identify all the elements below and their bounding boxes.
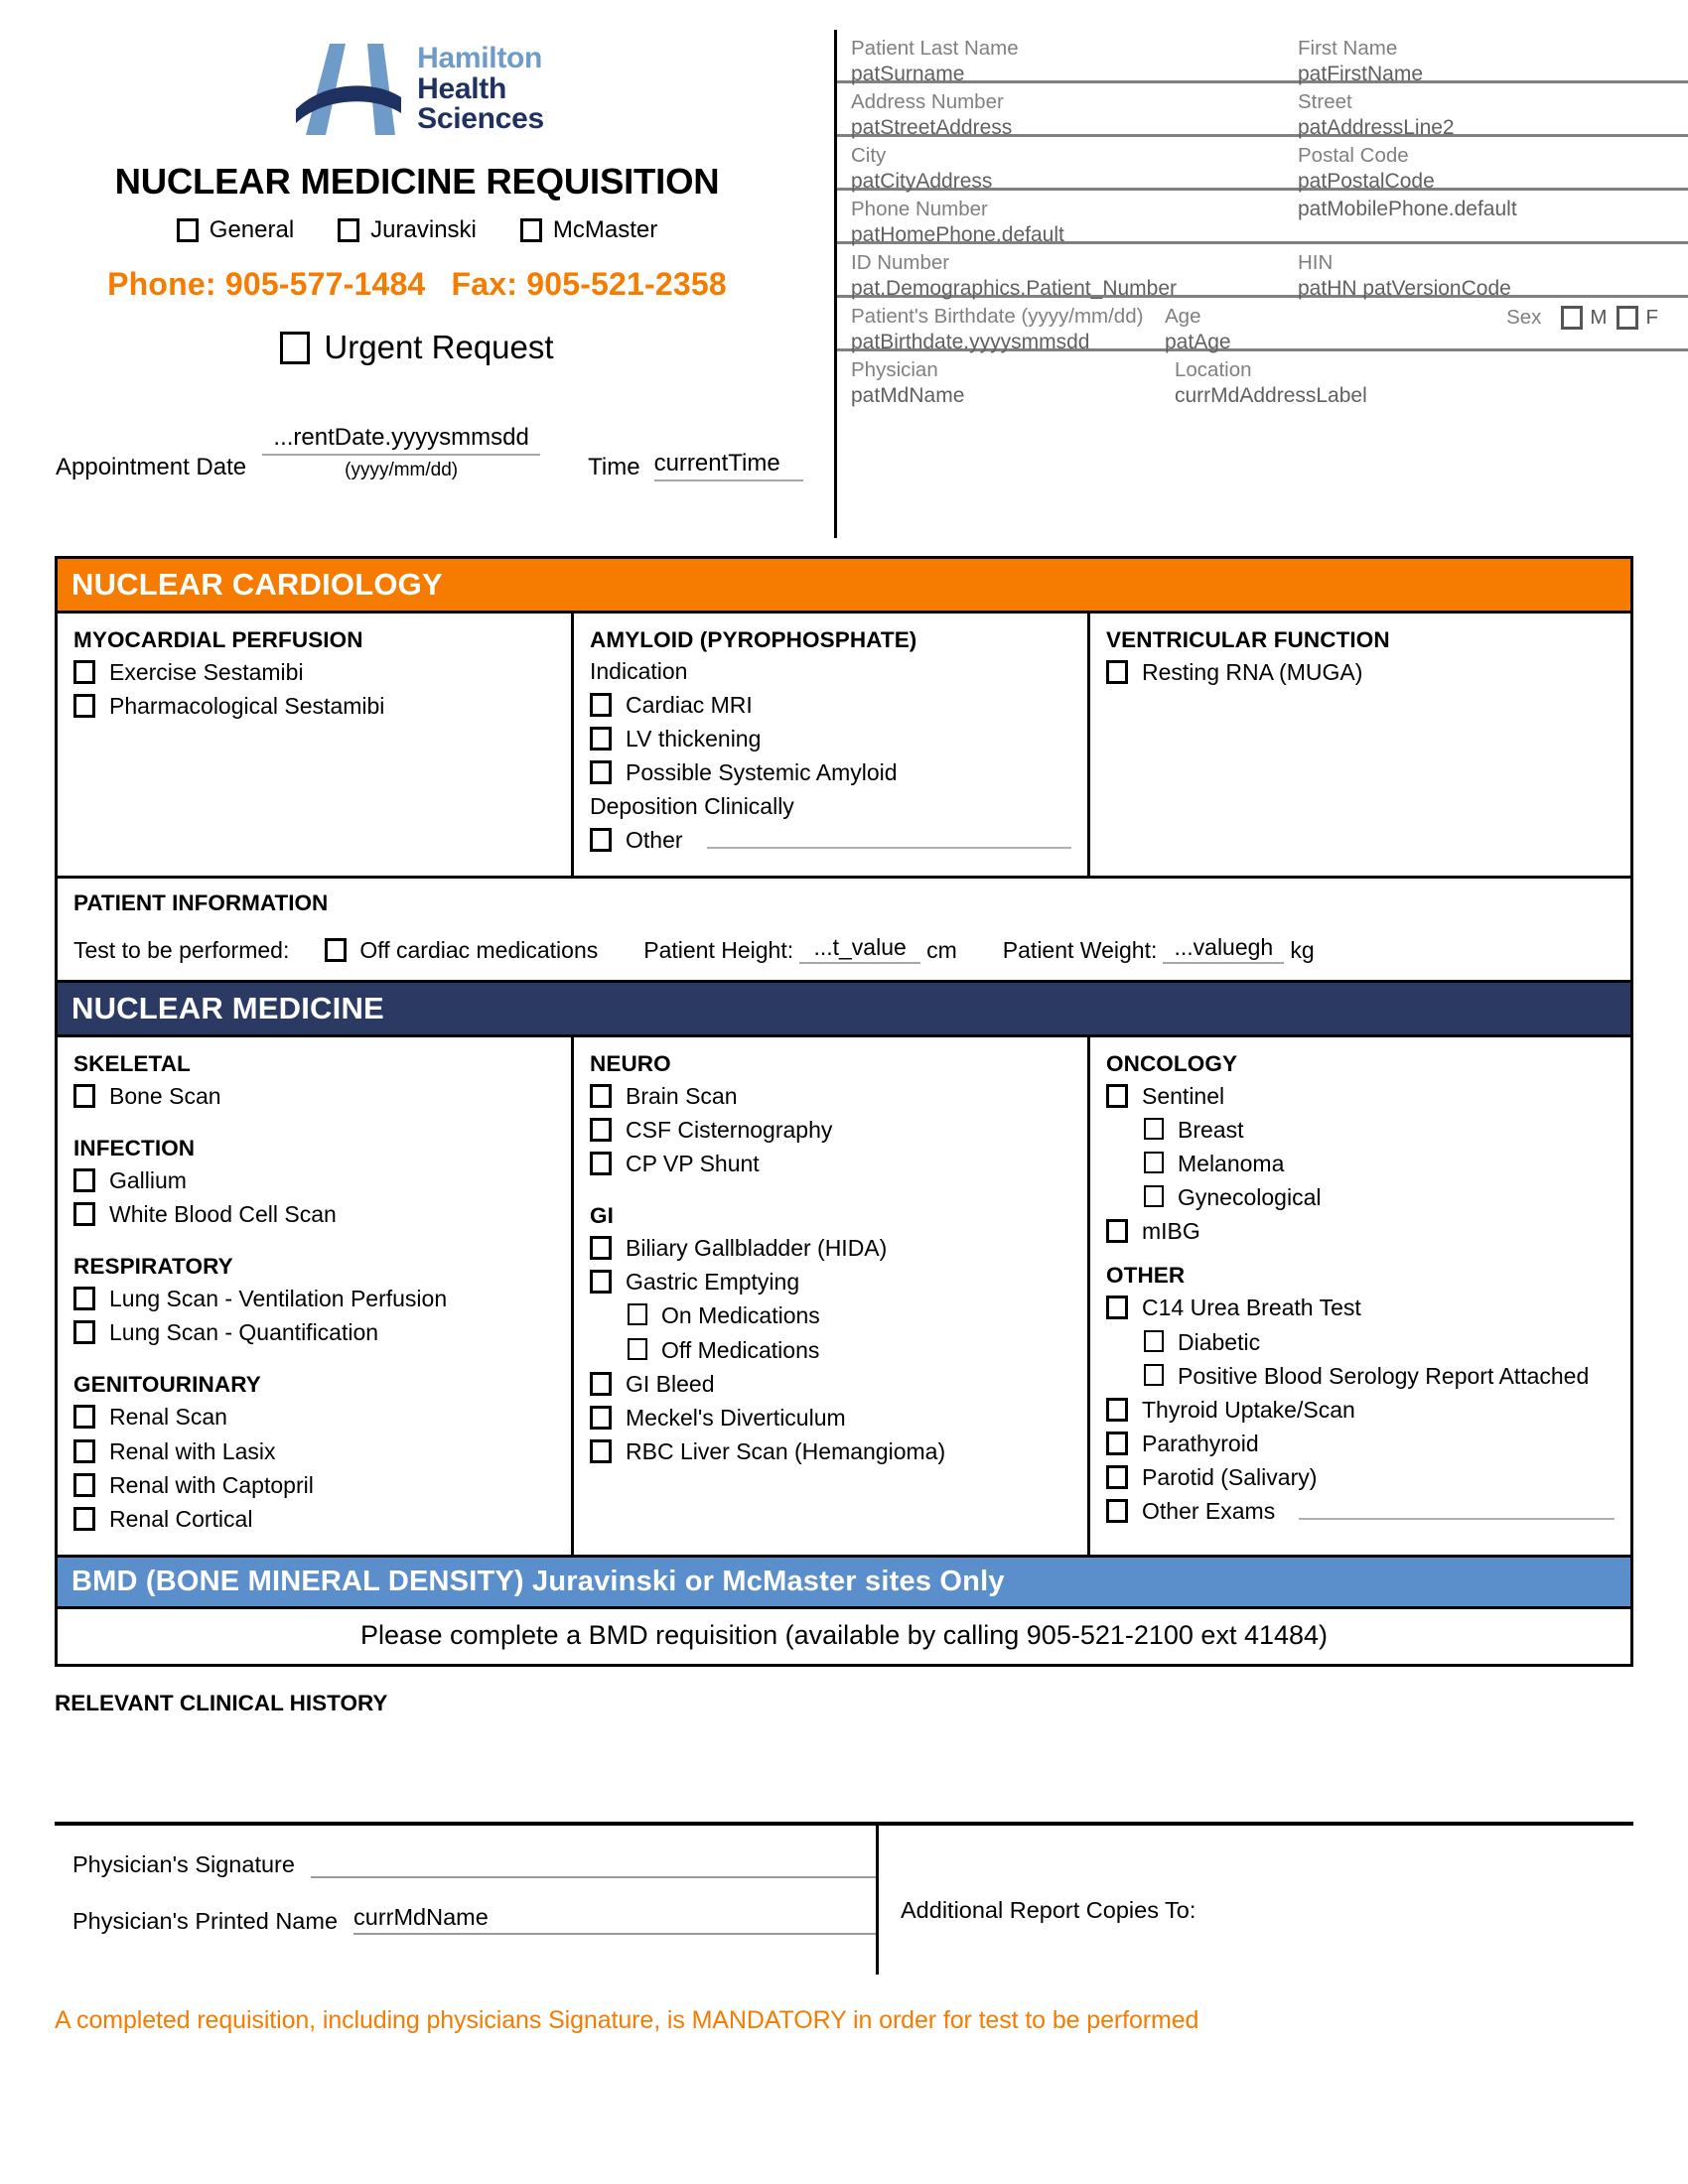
checkbox-white-blood-cell-scan[interactable]: [73, 1202, 95, 1226]
category-amyloid: AMYLOID (PYROPHOSPHATE): [590, 627, 917, 652]
label-patient-weight: Patient Weight:: [1002, 936, 1158, 963]
checkbox-urgent-request[interactable]: [280, 332, 310, 364]
site-option-mcmaster[interactable]: [520, 216, 657, 244]
label-pharmacological-sestamibi: Pharmacological Sestamibi: [109, 693, 385, 720]
checkbox-sentinel-gynecological[interactable]: [1144, 1185, 1164, 1207]
location-group: [1175, 357, 1367, 409]
value-physician[interactable]: patMdName: [851, 383, 965, 407]
bmd-note: Please complete a BMD requisition (available by calling 905-521-2100 ext 41484): [359, 1619, 1329, 1650]
value-patient-first-name[interactable]: patFirstName: [1298, 62, 1424, 85]
value-hin[interactable]: patHN patVersionCode: [1298, 276, 1511, 300]
category-neuro: NEURO: [590, 1050, 671, 1076]
relevant-clinical-history-input[interactable]: [55, 1716, 1633, 1822]
option-lung-scan-ventilation-perfusion[interactable]: [73, 1285, 555, 1312]
appointment-date-group: [246, 424, 540, 481]
label-patient-last-name: Patient Last Name: [851, 37, 1019, 60]
contact-info: [0, 266, 834, 303]
checkbox-lung-scan-ventilation-perfusion[interactable]: [73, 1287, 95, 1310]
signature-left-block: [55, 1826, 879, 1975]
option-gi-bleed[interactable]: [590, 1370, 1071, 1398]
site-label-juravinski: Juravinski: [370, 216, 477, 243]
category-respiratory: RESPIRATORY: [73, 1254, 233, 1280]
checkbox-renal-scan[interactable]: [73, 1405, 95, 1429]
label-sentinel-breast: Breast: [1178, 1116, 1244, 1143]
option-parathyroid[interactable]: [1106, 1430, 1615, 1457]
checkbox-brain-scan[interactable]: [590, 1084, 612, 1108]
option-off-cardiac-medications[interactable]: [325, 937, 598, 964]
sex-option-male[interactable]: [1561, 306, 1607, 330]
option-renal-with-lasix[interactable]: [73, 1437, 555, 1465]
checkbox-resting-rna-muga[interactable]: [1106, 660, 1128, 684]
checkbox-sex-male[interactable]: [1561, 306, 1583, 330]
label-amyloid-other: Other: [626, 826, 683, 853]
nm-column-oncology-other: [1090, 1037, 1630, 1555]
option-renal-scan[interactable]: [73, 1403, 555, 1431]
input-other-exams[interactable]: [1299, 1518, 1615, 1520]
label-off-medications: Off Medications: [661, 1336, 820, 1363]
option-white-blood-cell-scan[interactable]: [73, 1200, 555, 1228]
appointment-time-input[interactable]: currentTime: [654, 450, 803, 481]
relevant-clinical-history-title: RELEVANT CLINICAL HISTORY: [55, 1690, 388, 1715]
site-option-general[interactable]: [177, 216, 294, 244]
category-ventricular-function: VENTRICULAR FUNCTION: [1106, 627, 1390, 652]
value-location[interactable]: currMdAddressLabel: [1175, 383, 1367, 407]
label-on-medications: On Medications: [661, 1302, 820, 1329]
unit-patient-height: cm: [926, 936, 957, 963]
label-id-number: ID Number: [851, 251, 950, 274]
option-lung-scan-quantification[interactable]: [73, 1318, 555, 1346]
nuclear-medicine-band: NUCLEAR MEDICINE: [58, 980, 1630, 1037]
label-patient-first-name: First Name: [1298, 37, 1398, 60]
label-renal-with-captopril: Renal with Captopril: [109, 1471, 314, 1498]
label-physician-signature: Physician's Signature: [72, 1850, 295, 1877]
org-name-line1: Hamilton: [417, 42, 543, 75]
label-c14-diabetic: Diabetic: [1178, 1328, 1261, 1355]
amyloid-column: [574, 614, 1090, 876]
age-group: [1165, 304, 1231, 355]
label-parotid-salivary: Parotid (Salivary): [1142, 1464, 1318, 1490]
label-white-blood-cell-scan: White Blood Cell Scan: [109, 1201, 337, 1227]
option-on-medications[interactable]: [590, 1301, 1071, 1329]
signature-section: [55, 1822, 1633, 1975]
label-gastric-emptying: Gastric Emptying: [626, 1269, 800, 1296]
category-oncology: ONCOLOGY: [1106, 1050, 1238, 1076]
option-rbc-liver-scan[interactable]: [590, 1437, 1071, 1465]
option-csf-cisternography[interactable]: [590, 1116, 1071, 1144]
checkbox-renal-cortical[interactable]: [73, 1507, 95, 1531]
amyloid-continuation-text: Deposition Clinically: [590, 792, 794, 819]
label-postal-code: Postal Code: [1298, 144, 1409, 167]
checkbox-mcmaster[interactable]: [520, 218, 542, 242]
bmd-band: BMD (BONE MINERAL DENSITY) Juravinski or McMaster sites Only: [58, 1555, 1630, 1609]
nuclear-medicine-columns: [58, 1037, 1630, 1555]
patient-information-row: [73, 934, 1615, 964]
value-mobile-phone[interactable]: patMobilePhone.default: [1298, 198, 1517, 220]
patient-information-title: PATIENT INFORMATION: [73, 889, 329, 915]
organization-wordmark: [417, 44, 544, 135]
input-physician-printed-name[interactable]: currMdName: [353, 1904, 876, 1935]
label-additional-report-copies: Additional Report Copies To:: [901, 1896, 1196, 1923]
ventricular-function-column: [1090, 614, 1630, 876]
option-gastric-emptying[interactable]: [590, 1268, 1071, 1296]
sex-label-male: M: [1590, 306, 1608, 329]
patient-height-group: [643, 934, 957, 964]
option-sentinel-breast[interactable]: [1106, 1116, 1615, 1144]
input-patient-weight[interactable]: ...valuegh: [1163, 934, 1284, 964]
patient-row-birthdate: [837, 298, 1688, 351]
checkbox-positive-blood-serology[interactable]: [1144, 1364, 1164, 1386]
label-test-to-be-performed: Test to be performed:: [73, 936, 290, 963]
label-birthdate: Patient's Birthdate (yyyy/mm/dd): [851, 305, 1144, 328]
option-sentinel-gynecological[interactable]: [1106, 1183, 1615, 1211]
category-infection: INFECTION: [73, 1135, 196, 1160]
label-rbc-liver-scan: RBC Liver Scan (Hemangioma): [626, 1437, 946, 1464]
checkbox-cp-vp-shunt[interactable]: [590, 1152, 612, 1175]
checkbox-sentinel[interactable]: [1106, 1084, 1128, 1108]
checkbox-csf-cisternography[interactable]: [590, 1118, 612, 1142]
checkbox-renal-with-captopril[interactable]: [73, 1473, 95, 1497]
site-option-juravinski[interactable]: [338, 216, 477, 244]
checkbox-rbc-liver-scan[interactable]: [590, 1439, 612, 1463]
label-brain-scan: Brain Scan: [626, 1082, 738, 1109]
sex-label-female: F: [1645, 306, 1658, 329]
option-cp-vp-shunt[interactable]: [590, 1150, 1071, 1177]
category-other: OTHER: [1106, 1263, 1186, 1289]
checkbox-mibg[interactable]: [1106, 1219, 1128, 1243]
patient-information-section: [58, 876, 1630, 980]
option-bone-scan[interactable]: [73, 1082, 555, 1110]
patient-weight-group: [1003, 934, 1315, 964]
label-age: Age: [1165, 305, 1201, 328]
exam-selection-box: [55, 556, 1633, 1667]
option-sentinel[interactable]: [1106, 1082, 1615, 1110]
appointment-date-input[interactable]: ...rentDate.yyyysmmsdd: [262, 424, 540, 456]
org-name-line3: Sciences: [417, 102, 544, 136]
label-parathyroid: Parathyroid: [1142, 1430, 1259, 1456]
label-sentinel-gynecological: Gynecological: [1178, 1184, 1322, 1211]
checkbox-sentinel-melanoma[interactable]: [1144, 1152, 1164, 1173]
category-skeletal: SKELETAL: [73, 1050, 191, 1076]
option-parotid-salivary[interactable]: [1106, 1463, 1615, 1491]
label-meckels-diverticulum: Meckel's Diverticulum: [626, 1404, 846, 1431]
label-mibg: mIBG: [1142, 1218, 1200, 1245]
option-pharmacological-sestamibi[interactable]: [73, 692, 555, 720]
label-sentinel: Sentinel: [1142, 1082, 1225, 1109]
checkbox-parotid-salivary[interactable]: [1106, 1465, 1128, 1489]
nm-column-skeletal: [58, 1037, 574, 1555]
site-selection-group: [0, 216, 834, 244]
label-cardiac-mri: Cardiac MRI: [626, 692, 753, 719]
label-renal-cortical: Renal Cortical: [109, 1505, 253, 1532]
sex-option-female[interactable]: [1617, 306, 1658, 330]
phone-number: Phone: 905-577-1484: [107, 266, 426, 302]
option-renal-cortical[interactable]: [73, 1505, 555, 1533]
checkbox-gi-bleed[interactable]: [590, 1372, 612, 1396]
checkbox-juravinski[interactable]: [338, 218, 359, 242]
option-other-exams[interactable]: [1106, 1497, 1615, 1525]
appointment-time-label: Time: [588, 454, 640, 480]
label-resting-rna-muga: Resting RNA (MUGA): [1142, 659, 1363, 685]
patient-row-address: [837, 83, 1688, 137]
nuclear-cardiology-band: NUCLEAR CARDIOLOGY: [58, 559, 1630, 614]
checkbox-gallium[interactable]: [73, 1168, 95, 1192]
category-gi: GI: [590, 1203, 614, 1229]
checkbox-parathyroid[interactable]: [1106, 1432, 1128, 1455]
option-c14-urea-breath-test[interactable]: [1106, 1294, 1615, 1321]
value-address-number[interactable]: patStreetAddress: [851, 115, 1013, 139]
physician-printed-name-row: [72, 1904, 876, 1935]
checkbox-c14-diabetic[interactable]: [1144, 1330, 1164, 1352]
site-label-mcmaster: McMaster: [552, 216, 658, 243]
label-location: Location: [1175, 358, 1252, 381]
option-lv-thickening[interactable]: [590, 725, 1071, 752]
label-lung-scan-ventilation-perfusion: Lung Scan - Ventilation Perfusion: [109, 1286, 448, 1312]
checkbox-on-medications[interactable]: [628, 1303, 647, 1325]
org-name-line2: Health: [417, 71, 507, 105]
patient-row-id: [837, 244, 1688, 298]
input-amyloid-other[interactable]: [707, 847, 1071, 849]
label-physician: Physician: [851, 358, 938, 381]
patient-row-city: [837, 137, 1688, 191]
value-id-number[interactable]: pat.Demographics.Patient_Number: [851, 276, 1178, 300]
option-exercise-sestamibi[interactable]: [73, 658, 555, 686]
option-off-medications[interactable]: [590, 1336, 1071, 1364]
checkbox-possible-systemic-amyloid[interactable]: [590, 760, 612, 784]
fax-number: Fax: 905-521-2358: [451, 266, 727, 302]
label-renal-scan: Renal Scan: [109, 1404, 227, 1431]
additional-report-copies-block: [879, 1826, 1633, 1975]
patient-demographics-panel: [834, 30, 1688, 538]
label-biliary-gallbladder-hida: Biliary Gallbladder (HIDA): [626, 1235, 888, 1262]
option-cardiac-mri[interactable]: [590, 691, 1071, 719]
value-patient-last-name[interactable]: patSurname: [851, 62, 965, 85]
option-positive-blood-serology[interactable]: [1106, 1362, 1615, 1390]
label-physician-printed-name: Physician's Printed Name: [72, 1907, 339, 1934]
checkbox-sentinel-breast[interactable]: [1144, 1118, 1164, 1140]
label-city: City: [851, 144, 887, 167]
value-birthdate[interactable]: patBirthdate.yyyysmmsdd: [851, 330, 1090, 353]
checkbox-gastric-emptying[interactable]: [590, 1270, 612, 1294]
appointment-date-label: Appointment Date: [56, 454, 247, 480]
option-meckels-diverticulum[interactable]: [590, 1404, 1071, 1432]
label-gi-bleed: GI Bleed: [626, 1370, 715, 1397]
value-city[interactable]: patCityAddress: [851, 169, 993, 193]
checkbox-thyroid-uptake-scan[interactable]: [1106, 1398, 1128, 1422]
option-resting-rna-muga[interactable]: [1106, 658, 1615, 686]
label-lung-scan-quantification: Lung Scan - Quantification: [109, 1319, 379, 1346]
sex-group: [1506, 306, 1658, 330]
checkbox-off-medications[interactable]: [628, 1338, 647, 1360]
patient-row-phone: [837, 191, 1688, 244]
unit-patient-weight: kg: [1290, 936, 1315, 963]
option-mibg[interactable]: [1106, 1217, 1615, 1245]
patient-row-name: [837, 30, 1688, 83]
label-bone-scan: Bone Scan: [109, 1082, 221, 1109]
label-positive-blood-serology: Positive Blood Serology Report Attached: [1178, 1362, 1590, 1389]
label-gallium: Gallium: [109, 1166, 187, 1193]
label-exercise-sestamibi: Exercise Sestamibi: [109, 659, 304, 685]
checkbox-renal-with-lasix[interactable]: [73, 1439, 95, 1463]
physician-signature-row: [72, 1851, 876, 1878]
hamilton-health-sciences-logo-icon: [290, 36, 407, 143]
checkbox-lv-thickening[interactable]: [590, 727, 612, 751]
option-thyroid-uptake-scan[interactable]: [1106, 1396, 1615, 1424]
label-hin: HIN: [1298, 251, 1334, 274]
checkbox-pharmacological-sestamibi[interactable]: [73, 694, 95, 718]
label-cp-vp-shunt: CP VP Shunt: [626, 1151, 760, 1176]
site-label-general: General: [209, 216, 295, 243]
value-postal-code[interactable]: patPostalCode: [1298, 169, 1435, 193]
label-sex: Sex: [1506, 306, 1542, 329]
option-brain-scan[interactable]: [590, 1082, 1071, 1110]
checkbox-sex-female[interactable]: [1617, 306, 1638, 330]
checkbox-other-exams[interactable]: [1106, 1499, 1128, 1523]
organization-logo: [0, 0, 834, 143]
option-gallium[interactable]: [73, 1166, 555, 1194]
option-amyloid-other[interactable]: [590, 826, 1071, 854]
checkbox-cardiac-mri[interactable]: [590, 693, 612, 717]
value-age[interactable]: patAge: [1165, 330, 1231, 353]
nuclear-cardiology-columns: [58, 614, 1630, 876]
checkbox-general[interactable]: [177, 218, 199, 242]
value-street[interactable]: patAddressLine2: [1298, 115, 1455, 139]
urgent-request-label: Urgent Request: [324, 329, 554, 365]
label-phone-number: Phone Number: [851, 198, 988, 220]
page-title: NUCLEAR MEDICINE REQUISITION: [114, 161, 720, 202]
urgent-request-option[interactable]: [0, 329, 834, 366]
category-myocardial-perfusion: MYOCARDIAL PERFUSION: [73, 627, 363, 652]
mandatory-note: A completed requisition, including physicians Signature, is MANDATORY in order for test to be performed: [55, 2005, 1199, 2034]
label-csf-cisternography: CSF Cisternography: [626, 1116, 833, 1143]
label-off-cardiac-medications: Off cardiac medications: [359, 936, 599, 963]
option-possible-systemic-amyloid[interactable]: [590, 758, 1071, 786]
label-address-number: Address Number: [851, 90, 1004, 113]
label-c14-urea-breath-test: C14 Urea Breath Test: [1142, 1295, 1361, 1321]
label-other-exams: Other Exams: [1142, 1498, 1276, 1525]
checkbox-lung-scan-quantification[interactable]: [73, 1320, 95, 1344]
option-sentinel-melanoma[interactable]: [1106, 1150, 1615, 1177]
label-possible-systemic-amyloid: Possible Systemic Amyloid: [626, 759, 898, 786]
checkbox-bone-scan[interactable]: [73, 1084, 95, 1108]
checkbox-c14-urea-breath-test[interactable]: [1106, 1296, 1128, 1319]
value-home-phone[interactable]: patHomePhone.default: [851, 222, 1064, 246]
option-biliary-gallbladder-hida[interactable]: [590, 1234, 1071, 1262]
appointment-date-format-hint: (yyyy/mm/dd): [345, 460, 459, 480]
form-header-area: [0, 0, 1688, 556]
checkbox-biliary-gallbladder-hida[interactable]: [590, 1236, 612, 1260]
checkbox-meckels-diverticulum[interactable]: [590, 1406, 612, 1430]
label-lv-thickening: LV thickening: [626, 726, 762, 752]
label-thyroid-uptake-scan: Thyroid Uptake/Scan: [1142, 1396, 1355, 1423]
checkbox-off-cardiac-medications[interactable]: [325, 938, 347, 962]
option-renal-with-captopril[interactable]: [73, 1471, 555, 1499]
patient-row-physician: [837, 351, 1688, 405]
checkbox-amyloid-other[interactable]: [590, 828, 612, 852]
label-patient-height: Patient Height:: [643, 936, 794, 963]
label-street: Street: [1298, 90, 1352, 113]
amyloid-indication-label: Indication: [590, 658, 688, 684]
myocardial-perfusion-column: [58, 614, 574, 876]
label-sentinel-melanoma: Melanoma: [1178, 1151, 1285, 1176]
input-physician-signature[interactable]: [311, 1852, 876, 1878]
appointment-row: [0, 424, 834, 481]
category-genitourinary: GENITOURINARY: [73, 1372, 261, 1398]
relevant-clinical-history-section: [55, 1667, 1633, 1822]
label-renal-with-lasix: Renal with Lasix: [109, 1437, 276, 1464]
input-patient-height[interactable]: ...t_value: [799, 934, 920, 964]
header-left-block: [0, 0, 834, 556]
checkbox-exercise-sestamibi[interactable]: [73, 660, 95, 684]
nm-column-neuro-gi: [574, 1037, 1090, 1555]
option-c14-diabetic[interactable]: [1106, 1328, 1615, 1356]
